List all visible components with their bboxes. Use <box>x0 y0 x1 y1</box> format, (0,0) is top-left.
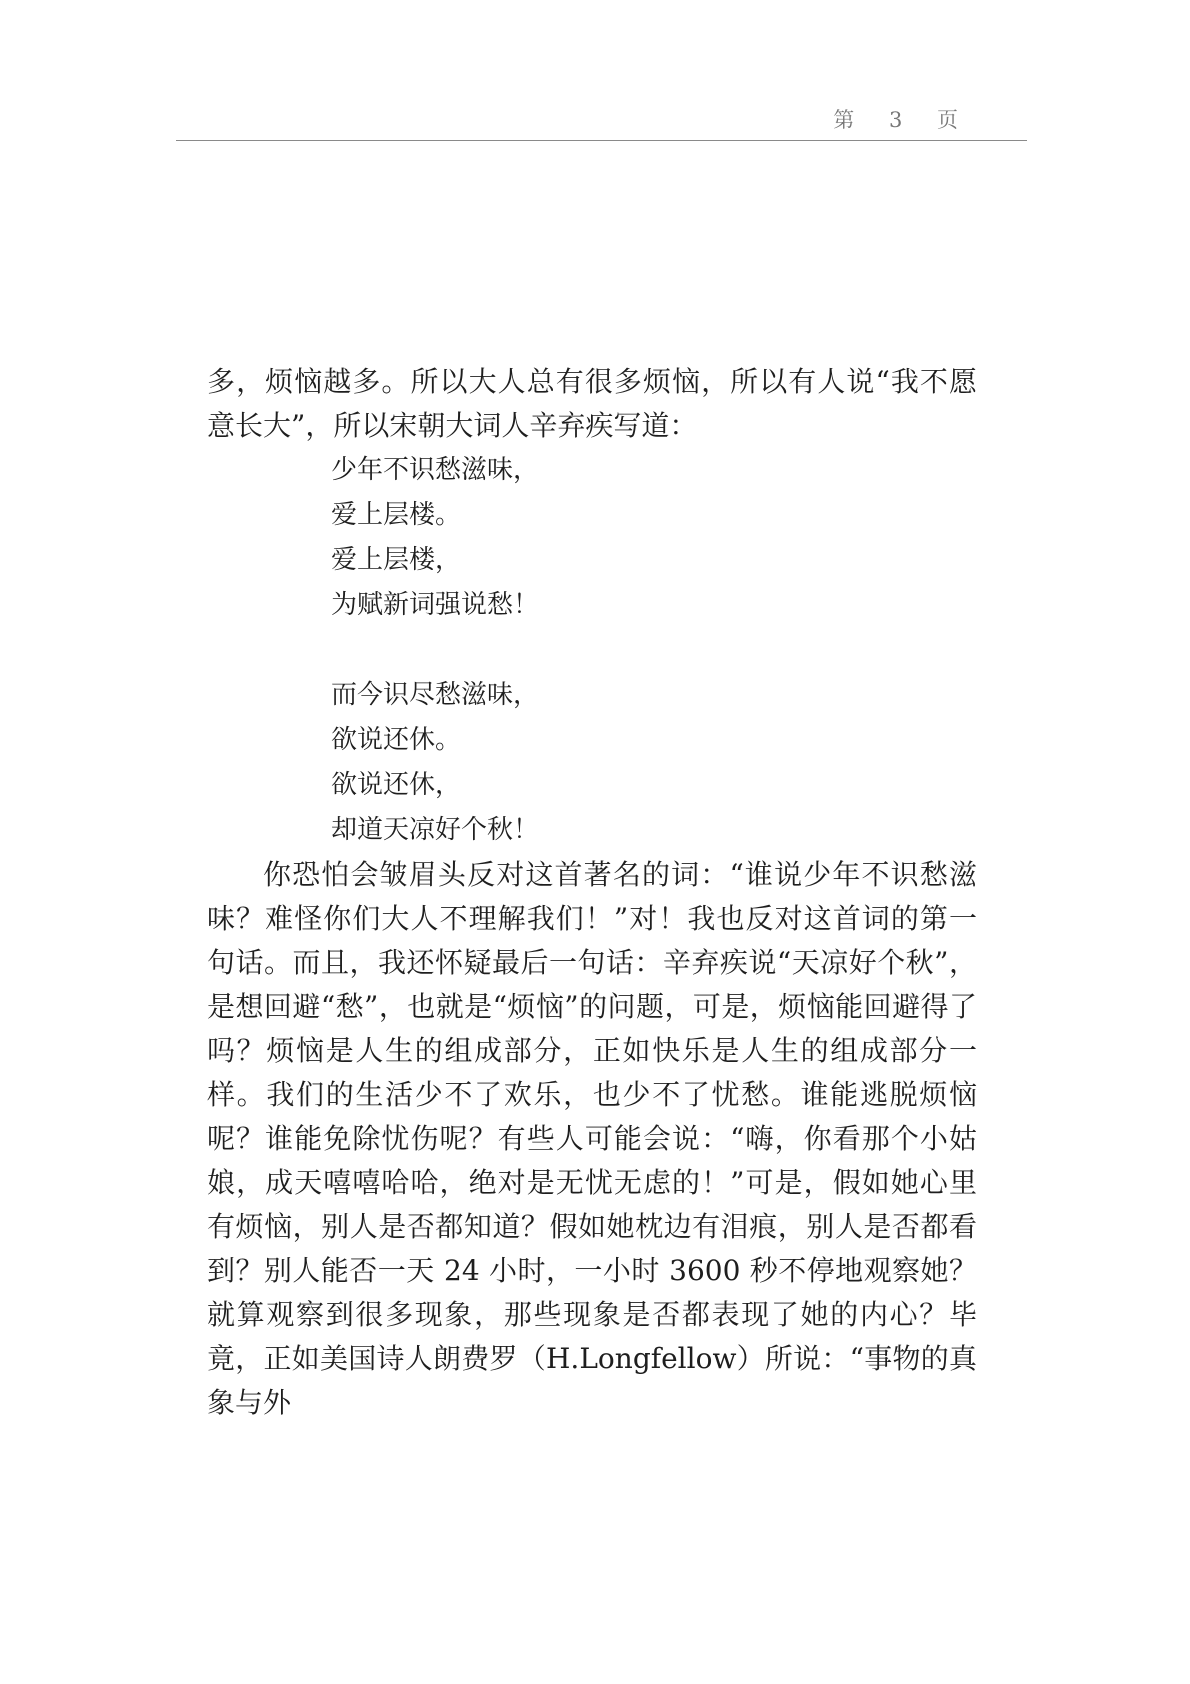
poem-line: 却道天凉好个秋！ <box>331 815 540 845</box>
poem-line: 爱上层楼， <box>331 545 462 575</box>
poem <box>207 448 977 853</box>
stanza-gap <box>331 628 977 673</box>
poem-line: 欲说还休。 <box>331 725 462 755</box>
poem-line: 欲说还休， <box>331 770 462 800</box>
page-content <box>207 360 977 1425</box>
page-number: 第 3 页 <box>833 108 972 132</box>
poem-stanza-2 <box>331 673 977 853</box>
header-rule <box>176 140 1027 141</box>
poem-line: 爱上层楼。 <box>331 500 462 530</box>
poem-line: 为赋新词强说愁！ <box>331 590 540 620</box>
opening-paragraph: 多，烦恼越多。所以大人总有很多烦恼，所以有人说“我不愿意长大”，所以宋朝大词人辛弃疾写道： <box>207 365 977 442</box>
poem-stanza-1 <box>331 448 977 628</box>
main-paragraph: 你恐怕会皱眉头反对这首著名的词：“谁说少年不识愁滋味？难怪你们大人不理解我们！”对！我也反对这首词的第一句话。而且，我还怀疑最后一句话：辛弃疾说“天凉好个秋”，是想回避“愁”，也就是“烦恼”的问题，可是，烦恼能回避得了吗？烦恼是人生的组成部分，正如快乐是人生的组成部分一样。我们的生活少不了欢乐，也少不了忧愁。谁能逃脱烦恼呢？谁能免除忧伤呢？有些人可能会说：“嗨，你看那个小姑娘，成天嘻嘻哈哈，绝对是无忧无虑的！”可是，假如她心里有烦恼，别人是否都知道？假如她枕边有泪痕，别人是否都看到？别人能否一天 24 小时，一小时 3600 秒不停地观察她？就算观察到很多现象，那些现象是否都表现了她的内心？毕竟，正如美国诗人朗费罗（H.Longfellow）所说：“事物的真象与外 <box>207 858 977 1419</box>
poem-line: 少年不识愁滋味， <box>331 455 540 485</box>
page-header <box>0 0 1190 142</box>
poem-line: 而今识尽愁滋味， <box>331 680 540 710</box>
